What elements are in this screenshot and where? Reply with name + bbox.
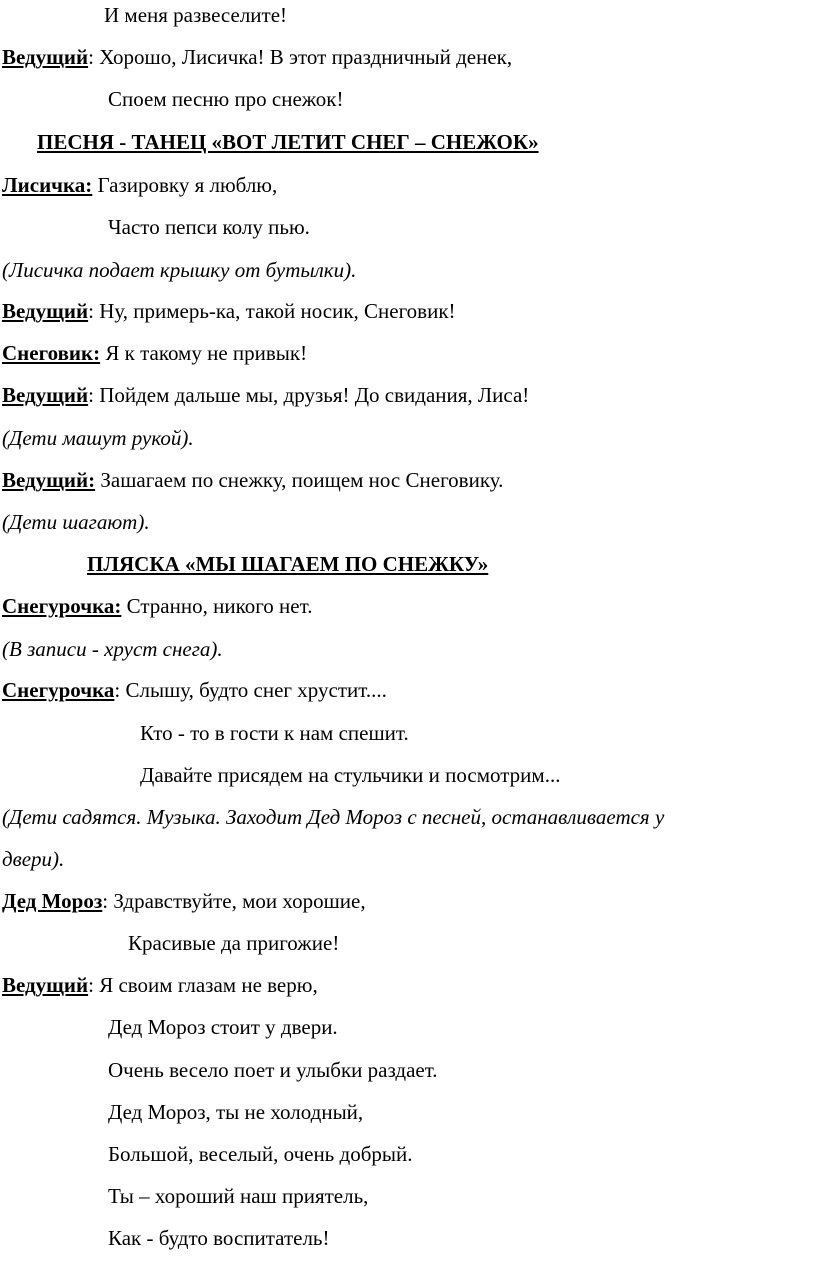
verse-text: Как - будто воспитатель! [108, 1226, 330, 1250]
speaker-separator: : [88, 299, 94, 323]
speech-text: Я своим глазам не верю, [93, 973, 318, 997]
verse-line [104, 2, 287, 28]
verse-line [140, 720, 409, 746]
speech-text: Зашагаем по снежку, поищем нос Снеговику. [95, 468, 504, 492]
verse-text: Очень весело поет и улыбки раздает. [108, 1058, 438, 1082]
stage-remark [2, 804, 664, 830]
verse-text: Часто пепси колу пью. [108, 215, 310, 239]
speaker-name: Ведущий [2, 383, 89, 407]
speaker-name: Снеговик: [2, 341, 101, 365]
verse-text: Красивые да пригожие! [128, 931, 340, 955]
speaker-name: Ведущий: [2, 468, 96, 492]
speech-text: Здравствуйте, мои хорошие, [108, 889, 366, 913]
speech-text: Газировку я люблю, [92, 173, 278, 197]
stage-remark [2, 846, 64, 872]
speech-line [2, 44, 512, 70]
speech-line [2, 340, 307, 366]
speaker-name: Лисичка: [2, 173, 93, 197]
verse-line [140, 762, 560, 788]
speech-line [2, 888, 366, 914]
speaker-name: Снегурочка [2, 678, 115, 702]
speech-text: Слышу, будто снег хрустит.... [120, 678, 387, 702]
speech-text: Хорошо, Лисичка! В этот праздничный денек, [93, 45, 513, 69]
speech-line [2, 467, 503, 493]
verse-text: Дед Мороз, ты не холодный, [108, 1100, 364, 1124]
speech-line [2, 972, 318, 998]
remark-text: (В записи - хруст снега). [2, 637, 223, 661]
verse-line [108, 86, 344, 112]
speaker-separator: : [88, 45, 94, 69]
speaker-name: Ведущий [2, 973, 89, 997]
speaker-separator: : [88, 973, 94, 997]
verse-line [108, 1099, 363, 1125]
speaker-name: Ведущий [2, 299, 89, 323]
verse-text: И меня развеселите! [104, 3, 288, 27]
remark-text: (Лисичка подает крышку от бутылки). [2, 258, 357, 282]
verse-line [108, 214, 310, 240]
stage-remark [2, 257, 356, 283]
speech-line [2, 382, 529, 408]
remark-text: (Дети шагают). [2, 510, 150, 534]
stage-remark [2, 425, 194, 451]
speaker-name: Дед Мороз [2, 889, 103, 913]
verse-text: Давайте присядем на стульчики и посмотрим... [140, 763, 561, 787]
speech-line [2, 593, 312, 619]
verse-line [128, 930, 339, 956]
section-heading [37, 129, 539, 155]
remark-text: (Дети машут рукой). [2, 426, 194, 450]
verse-text: Ты – хороший наш приятель, [108, 1184, 369, 1208]
verse-text: Дед Мороз стоит у двери. [108, 1015, 338, 1039]
remark-text: двери). [2, 847, 65, 871]
section-heading [87, 551, 488, 577]
verse-text: Большой, веселый, очень добрый. [108, 1142, 413, 1166]
heading-text: ПЛЯСКА «МЫ ШАГАЕМ ПО СНЕЖКУ» [87, 552, 489, 576]
speaker-separator: : [102, 889, 109, 913]
stage-remark [2, 509, 150, 535]
speech-text: Пойдем дальше мы, друзья! До свидания, Лиса! [93, 383, 530, 407]
verse-line [108, 1225, 330, 1251]
verse-line [108, 1141, 412, 1167]
verse-text: Кто - то в гости к нам спешит. [140, 721, 409, 745]
speaker-name: Снегурочка: [2, 594, 122, 618]
speech-text: Ну, примерь-ка, такой носик, Снеговик! [93, 299, 456, 323]
speech-text: Я к такому не привык! [100, 341, 308, 365]
stage-remark [2, 636, 223, 662]
verse-line [108, 1057, 438, 1083]
speech-line [2, 298, 456, 324]
speaker-separator: : [114, 678, 121, 702]
verse-line [108, 1014, 338, 1040]
speech-line [2, 677, 387, 703]
speaker-separator: : [88, 383, 94, 407]
heading-text: ПЕСНЯ - ТАНЕЦ «ВОТ ЛЕТИТ СНЕГ – СНЕЖОК» [37, 130, 539, 154]
speaker-name: Ведущий [2, 45, 89, 69]
remark-text: (Дети садятся. Музыка. Заходит Дед Мороз с песней, останавливается у [2, 805, 665, 829]
verse-text: Споем песню про снежок! [108, 87, 344, 111]
speech-line [2, 172, 277, 198]
speech-text: Странно, никого нет. [121, 594, 313, 618]
verse-line [108, 1183, 368, 1209]
